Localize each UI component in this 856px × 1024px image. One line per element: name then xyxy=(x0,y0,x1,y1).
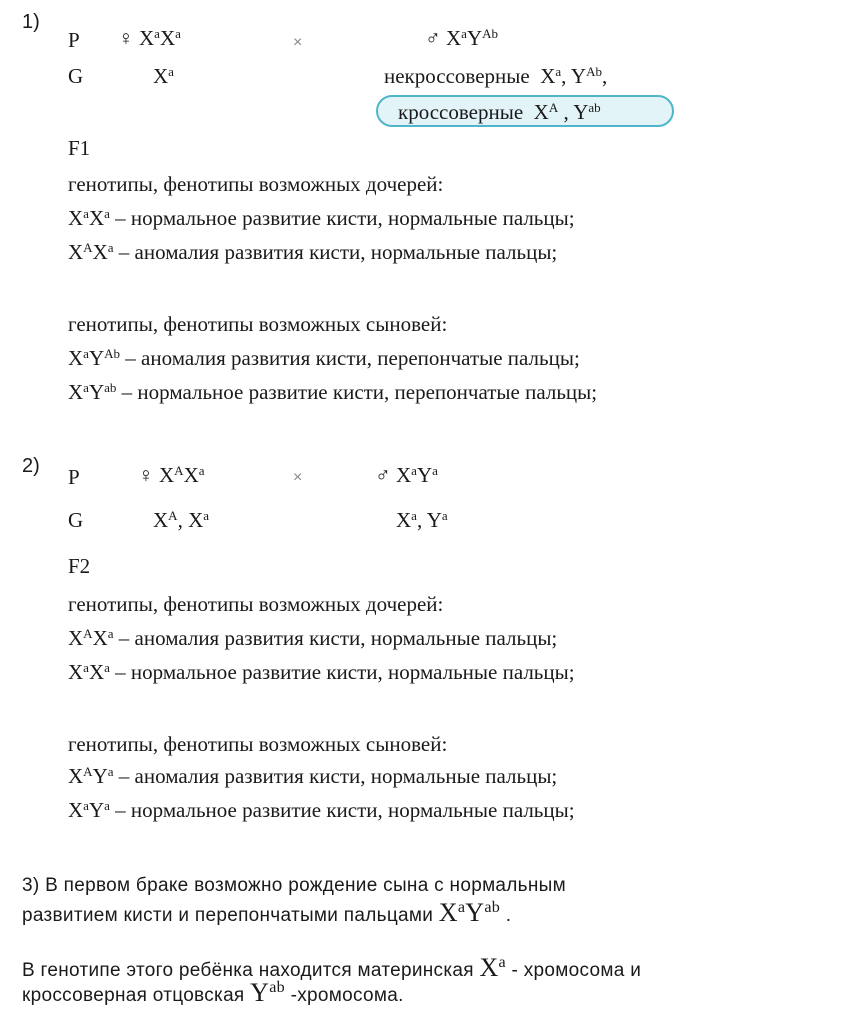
female-symbol: ♀ xyxy=(118,26,134,50)
cross-symbol: × xyxy=(293,469,303,486)
female-symbol: ♀ xyxy=(138,463,154,487)
sons-heading: генотипы, фенотипы возможных сыновей: xyxy=(68,732,448,756)
section-number: 1) xyxy=(22,11,40,33)
maternal-chromosome: $X^a$ xyxy=(479,953,506,982)
male-symbol: ♂ xyxy=(425,26,441,50)
male-symbol: ♂ xyxy=(375,463,391,487)
male-parent-genotype: ♂ $X^aY^{Ab}$ xyxy=(425,25,499,50)
female-gametes: $X^a$ xyxy=(153,63,174,88)
son-genotype-1: $X^AY^a$ – аномалия развития кисти, нормальные пальцы; xyxy=(68,763,558,788)
female-gametes: $X^A$, $X^a$ xyxy=(153,507,210,532)
parents-label: P xyxy=(68,28,80,52)
daughters-heading: генотипы, фенотипы возможных дочерей: xyxy=(68,592,444,616)
son-genotype-1: $X^aY^{Ab}$ – аномалия развития кисти, перепончатые пальцы; xyxy=(68,345,580,370)
gametes-label: G xyxy=(68,64,84,88)
crossover-gametes: кроссоверные $X^A$ , $Y^{ab}$ xyxy=(398,99,601,124)
gametes-label: G xyxy=(68,508,84,532)
sons-heading: генотипы, фенотипы возможных сыновей: xyxy=(68,312,448,336)
male-gametes: $X^a$, $Y^a$ xyxy=(396,507,448,532)
son-genotype-2: $X^aY^{ab}$ – нормальное развитие кисти, перепончатые пальцы; xyxy=(68,379,598,404)
daughter-genotype-1: $X^AX^a$ – аномалия развития кисти, нормальные пальцы; xyxy=(68,625,558,650)
cross-symbol: × xyxy=(293,34,303,51)
conclusion-line-3: В генотипе этого ребёнка находится материнская $X^a$ - хромосома и xyxy=(22,953,642,982)
parents-label: P xyxy=(68,465,80,489)
daughter-genotype-1: $X^aX^a$ – нормальное развитие кисти, нормальные пальцы; xyxy=(68,205,575,230)
noncrossover-gametes: некроссоверные $X^a$, $Y^{Ab}$, xyxy=(384,63,608,88)
male-parent-genotype: ♂ $X^aY^a$ xyxy=(375,462,438,487)
conclusion-line-4: кроссоверная отцовская $Y^{ab}$ -хромосома. xyxy=(22,978,404,1007)
son-genotype: $X^aY^{ab}$ xyxy=(438,898,501,927)
female-parent-genotype: ♀ $X^AX^a$ xyxy=(138,462,205,487)
f2-label: F2 xyxy=(68,554,91,578)
section-number: 2) xyxy=(22,455,40,477)
paternal-chromosome: $Y^{ab}$ xyxy=(250,978,286,1007)
f1-label: F1 xyxy=(68,136,91,160)
conclusion-line-2: развитием кисти и перепончатыми пальцами $X^aY^{ab}$ . xyxy=(22,898,512,927)
conclusion-line-1: 3) В первом браке возможно рождение сына с нормальным xyxy=(22,875,566,896)
daughter-genotype-2: $X^AX^a$ – аномалия развития кисти, нормальные пальцы; xyxy=(68,239,558,264)
female-parent-genotype: ♀ $X^aX^a$ xyxy=(118,25,181,50)
son-genotype-2: $X^aY^a$ – нормальное развитие кисти, нормальные пальцы; xyxy=(68,797,575,822)
daughter-genotype-2: $X^aX^a$ – нормальное развитие кисти, нормальные пальцы; xyxy=(68,659,575,684)
daughters-heading: генотипы, фенотипы возможных дочерей: xyxy=(68,172,444,196)
